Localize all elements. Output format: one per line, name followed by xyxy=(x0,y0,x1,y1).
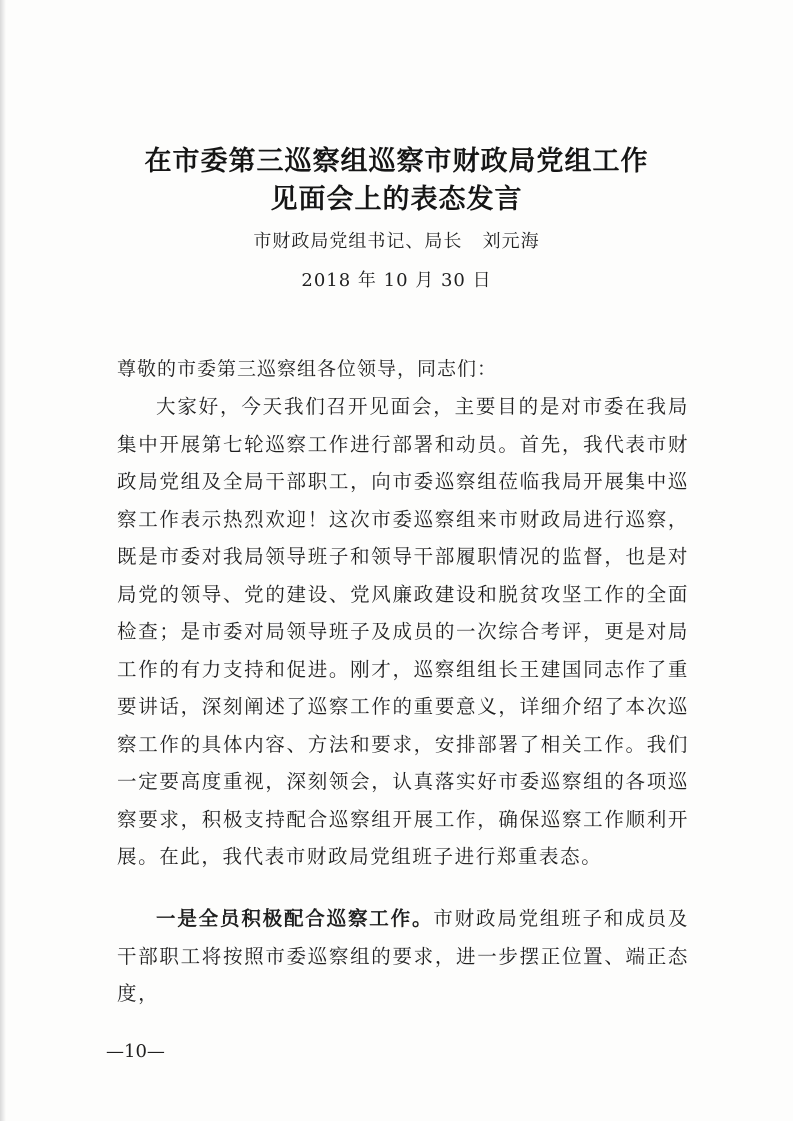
author-line: 市财政局党组书记、局长 刘元海 xyxy=(253,231,540,252)
paragraph-lead-heading: 一是全员积极配合巡察工作。 xyxy=(156,907,434,930)
paragraph-2-text: 市财政局党组班子和成员及干部职工将按照市委巡察组的要求，进一步摆正位置、端正态度， xyxy=(117,907,689,1005)
salutation: 尊敬的市委第三巡察组各位领导，同志们： xyxy=(117,358,498,380)
document-title-line2: 见面会上的表态发言 xyxy=(270,184,523,215)
body-paragraph-1: 大家好，今天我们召开见面会，主要目的是对市委在我局集中开展第七轮巡察工作进行部署和动员。首先，我代表市财政局党组及全局干部职工，向市委巡察组莅临我局开展集中巡察工作表示热烈欢迎！这次市委巡察组来市财政局进行巡察，既是市委对我局领导班子和领导干部履职情况的监督，也是对局党的领导、党的建设、党风廉政建设和脱贫攻坚工作的全面检查；是市委对局领导班子及成员的一次综合考评，更是对局工作的有力支持和促进。刚才，巡察组组长王建国同志作了重要讲话，深刻阐述了巡察工作的重要意义，详细介绍了本次巡察工作的具体内容、方法和要求，安排部署了相关工作。我们一定要高度重视，深刻领会，认真落实好市委巡察组的各项巡察要求，积极支持配合巡察组开展工作，确保巡察工作顺利开展。在此，我代表市财政局党组班子进行郑重表态。 xyxy=(117,395,689,868)
document-title-line1: 在市委第三巡察组巡察市财政局党组工作 xyxy=(144,146,649,177)
date-line: 2018 年 10 月 30 日 xyxy=(301,270,492,291)
page-number: —10— xyxy=(106,1041,165,1062)
body-paragraph-2 xyxy=(117,900,689,1013)
